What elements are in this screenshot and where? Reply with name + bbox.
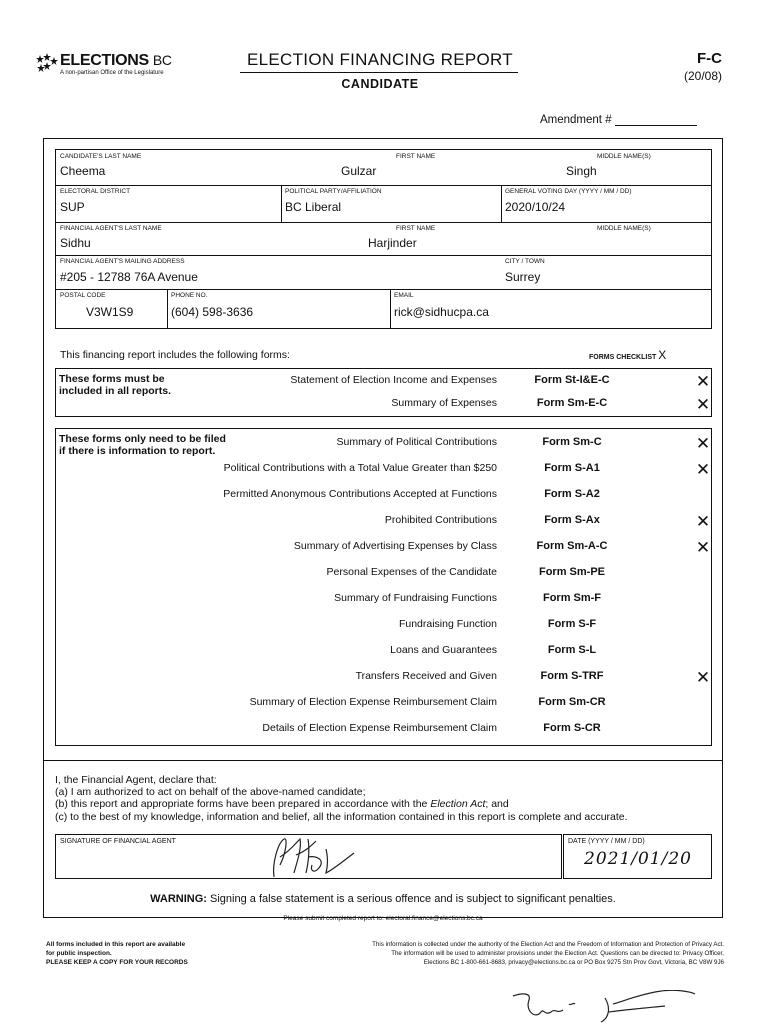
form-row (56, 462, 711, 478)
date-label: DATE (YYYY / MM / DD) (568, 838, 645, 845)
grid-rule (501, 185, 502, 222)
voting-day-field[interactable]: 2020/10/24 (505, 200, 566, 214)
forms-intro: This financing report includes the following forms: (60, 349, 290, 361)
form-row (56, 644, 711, 660)
agent-last-name-field[interactable]: Sidhu (60, 236, 91, 250)
logo-tagline: A non-partisan Office of the Legislature (60, 70, 164, 76)
agent-last-name-label: FINANCIAL AGENT'S LAST NAME (60, 225, 162, 232)
form-description: Summary of Advertising Expenses by Class (293, 540, 497, 552)
agent-address-field[interactable]: #205 - 12788 76A Avenue (60, 270, 198, 284)
warning-text: WARNING: Signing a false statement is a serious offence and is subject to significant penalties. (150, 893, 616, 905)
form-row (56, 488, 711, 504)
form-description: Personal Expenses of the Candidate (326, 566, 497, 578)
agent-first-name-label: FIRST NAME (396, 225, 436, 232)
candidate-first-name-field[interactable]: Gulzar (341, 164, 377, 178)
agent-first-name-field[interactable]: Harjinder (368, 236, 417, 250)
candidate-first-name-label: FIRST NAME (396, 153, 436, 160)
signature-label: SIGNATURE OF FINANCIAL AGENT (60, 838, 176, 845)
footer-left-note: All forms included in this report are available for public inspection. PLEASE KEEP A COPY FOR YOUR RECORDS (46, 941, 188, 966)
form-code: Form S-Ax (544, 514, 600, 526)
form-code: Form Sm-PE (538, 566, 605, 578)
party-label: POLITICAL PARTY/AFFILIATION (285, 188, 382, 195)
submit-note: Please submit completed report to: electoral.finance@elections.bc.ca (283, 915, 483, 922)
declaration-c: (c) to the best of my knowledge, information and belief, all the information contained in this report is complete and accurate. (55, 811, 628, 823)
agent-city-field[interactable]: Surrey (505, 270, 541, 284)
form-row (56, 397, 711, 413)
candidate-last-name-field[interactable]: Cheema (60, 164, 106, 178)
info-grid (55, 149, 712, 329)
email-label: EMAIL (394, 292, 414, 299)
candidate-last-name-label: CANDIDATE'S LAST NAME (60, 153, 142, 160)
form-description: Transfers Received and Given (355, 670, 497, 682)
form-row (56, 566, 711, 582)
page-title: ELECTION FINANCING REPORT (247, 50, 513, 69)
form-row (56, 618, 711, 634)
agent-city-label: CITY / TOWN (505, 258, 545, 265)
grid-rule (390, 289, 391, 328)
declaration-intro: I, the Financial Agent, declare that: (55, 774, 217, 786)
form-row (56, 670, 711, 686)
section-divider (43, 760, 723, 761)
form-checkbox[interactable]: ✕ (695, 460, 711, 479)
grid-rule (167, 289, 168, 328)
date-box[interactable] (563, 834, 712, 879)
page-subtitle: CANDIDATE (341, 77, 419, 91)
candidate-middle-name-label: MIDDLE NAME(S) (597, 153, 651, 160)
form-row (56, 436, 711, 452)
form-code: Form S-A1 (544, 462, 600, 474)
form-code: F-C (697, 50, 722, 67)
form-row (56, 374, 711, 390)
form-code: Form S-L (547, 644, 597, 656)
form-description: Prohibited Contributions (384, 514, 497, 526)
form-code: Form S-TRF (540, 670, 604, 682)
form-code: Form Sm-CR (538, 696, 606, 708)
form-description: Summary of Election Expense Reimbursement Claim (249, 696, 497, 708)
privacy-notice: This information is collected under the authority of the Election Act and the Freedom of Information and Protection of Privacy Act. The information will be used to administer provisions under the Election Act. Questions can be directed to: Privacy Officer, Elections BC 1-800-661-8683, privacy@elections.bc.ca or PO Box 9275 Stn Prov Govt, Victoria, BC V8W 9J6 (372, 941, 724, 966)
voting-day-label: GENERAL VOTING DAY (YYYY / MM / DD) (505, 188, 632, 195)
logo-wordmark: ELECTIONS BC (60, 52, 172, 69)
logo-stars-icon (36, 52, 58, 74)
form-description: Statement of Election Income and Expenses (290, 374, 497, 386)
form-code: Form Sm-E-C (536, 397, 608, 409)
form-code: Form S-CR (543, 722, 601, 734)
form-checkbox[interactable]: ✕ (695, 512, 711, 531)
phone-label: PHONE NO. (171, 292, 208, 299)
form-code: Form S-F (547, 618, 597, 630)
form-checkbox[interactable]: ✕ (695, 538, 711, 557)
title-underline (240, 72, 518, 73)
form-description: Summary of Expenses (391, 397, 497, 409)
form-row (56, 540, 711, 556)
form-code: Form Sm-F (542, 592, 602, 604)
optional-forms-box (55, 428, 712, 746)
declaration-b: (b) this report and appropriate forms have been prepared in accordance with the Election Act; and (55, 798, 509, 810)
amendment-input-line[interactable] (615, 116, 697, 126)
form-description: Details of Election Expense Reimbursement Claim (262, 722, 497, 734)
form-row (56, 592, 711, 608)
declaration-a: (a) I am authorized to act on behalf of the above-named candidate; (55, 786, 366, 798)
form-checkbox[interactable]: ✕ (695, 372, 711, 391)
grid-rule (56, 289, 711, 290)
form-row (56, 514, 711, 530)
email-field[interactable]: rick@sidhucpa.ca (394, 305, 489, 319)
handwritten-initials (505, 990, 705, 1024)
phone-field[interactable]: (604) 598-3636 (171, 305, 254, 319)
form-code: Form St-I&E-C (534, 374, 610, 386)
postal-code-field[interactable]: V3W1S9 (86, 305, 134, 319)
checklist-mark: X (658, 348, 667, 362)
grid-rule (281, 185, 282, 222)
form-version: (20/08) (683, 69, 722, 83)
form-code: Form S-A2 (544, 488, 600, 500)
date-field[interactable]: 2021/01/20 (584, 849, 692, 869)
agent-address-label: FINANCIAL AGENT'S MAILING ADDRESS (60, 258, 185, 265)
form-description: Political Contributions with a Total Value Greater than $250 (223, 462, 497, 474)
form-code: Form Sm-A-C (536, 540, 608, 552)
agent-signature (256, 835, 416, 879)
form-description: Loans and Guarantees (390, 644, 497, 656)
district-field[interactable]: SUP (60, 200, 85, 214)
required-forms-box (55, 368, 712, 417)
postal-code-label: POSTAL CODE (60, 292, 106, 299)
elections-bc-logo (36, 50, 216, 80)
required-forms-label: These forms must be included in all reports. (59, 373, 172, 397)
forms-checklist-heading: FORMS CHECKLIST X (589, 348, 667, 362)
party-field[interactable]: BC Liberal (285, 200, 342, 214)
candidate-middle-name-field[interactable]: Singh (566, 164, 597, 178)
form-checkbox[interactable]: ✕ (695, 395, 711, 414)
amendment-label: Amendment # (540, 114, 612, 126)
grid-rule (56, 222, 711, 223)
form-checkbox[interactable]: ✕ (695, 434, 711, 453)
district-label: ELECTORAL DISTRICT (60, 188, 131, 195)
form-row (56, 696, 711, 712)
form-description: Fundraising Function (398, 618, 497, 630)
agent-middle-name-label: MIDDLE NAME(S) (597, 225, 651, 232)
optional-forms-label: These forms only need to be filed if there is information to report. (59, 433, 226, 457)
form-checkbox[interactable]: ✕ (695, 668, 711, 687)
grid-rule (56, 255, 711, 256)
grid-rule (56, 185, 711, 186)
form-row (56, 722, 711, 738)
form-description: Summary of Political Contributions (336, 436, 497, 448)
form-description: Summary of Fundraising Functions (334, 592, 497, 604)
signature-box[interactable] (55, 834, 562, 879)
form-description: Permitted Anonymous Contributions Accepted at Functions (223, 488, 497, 500)
form-code: Form Sm-C (542, 436, 602, 448)
amendment-field[interactable] (540, 114, 725, 126)
